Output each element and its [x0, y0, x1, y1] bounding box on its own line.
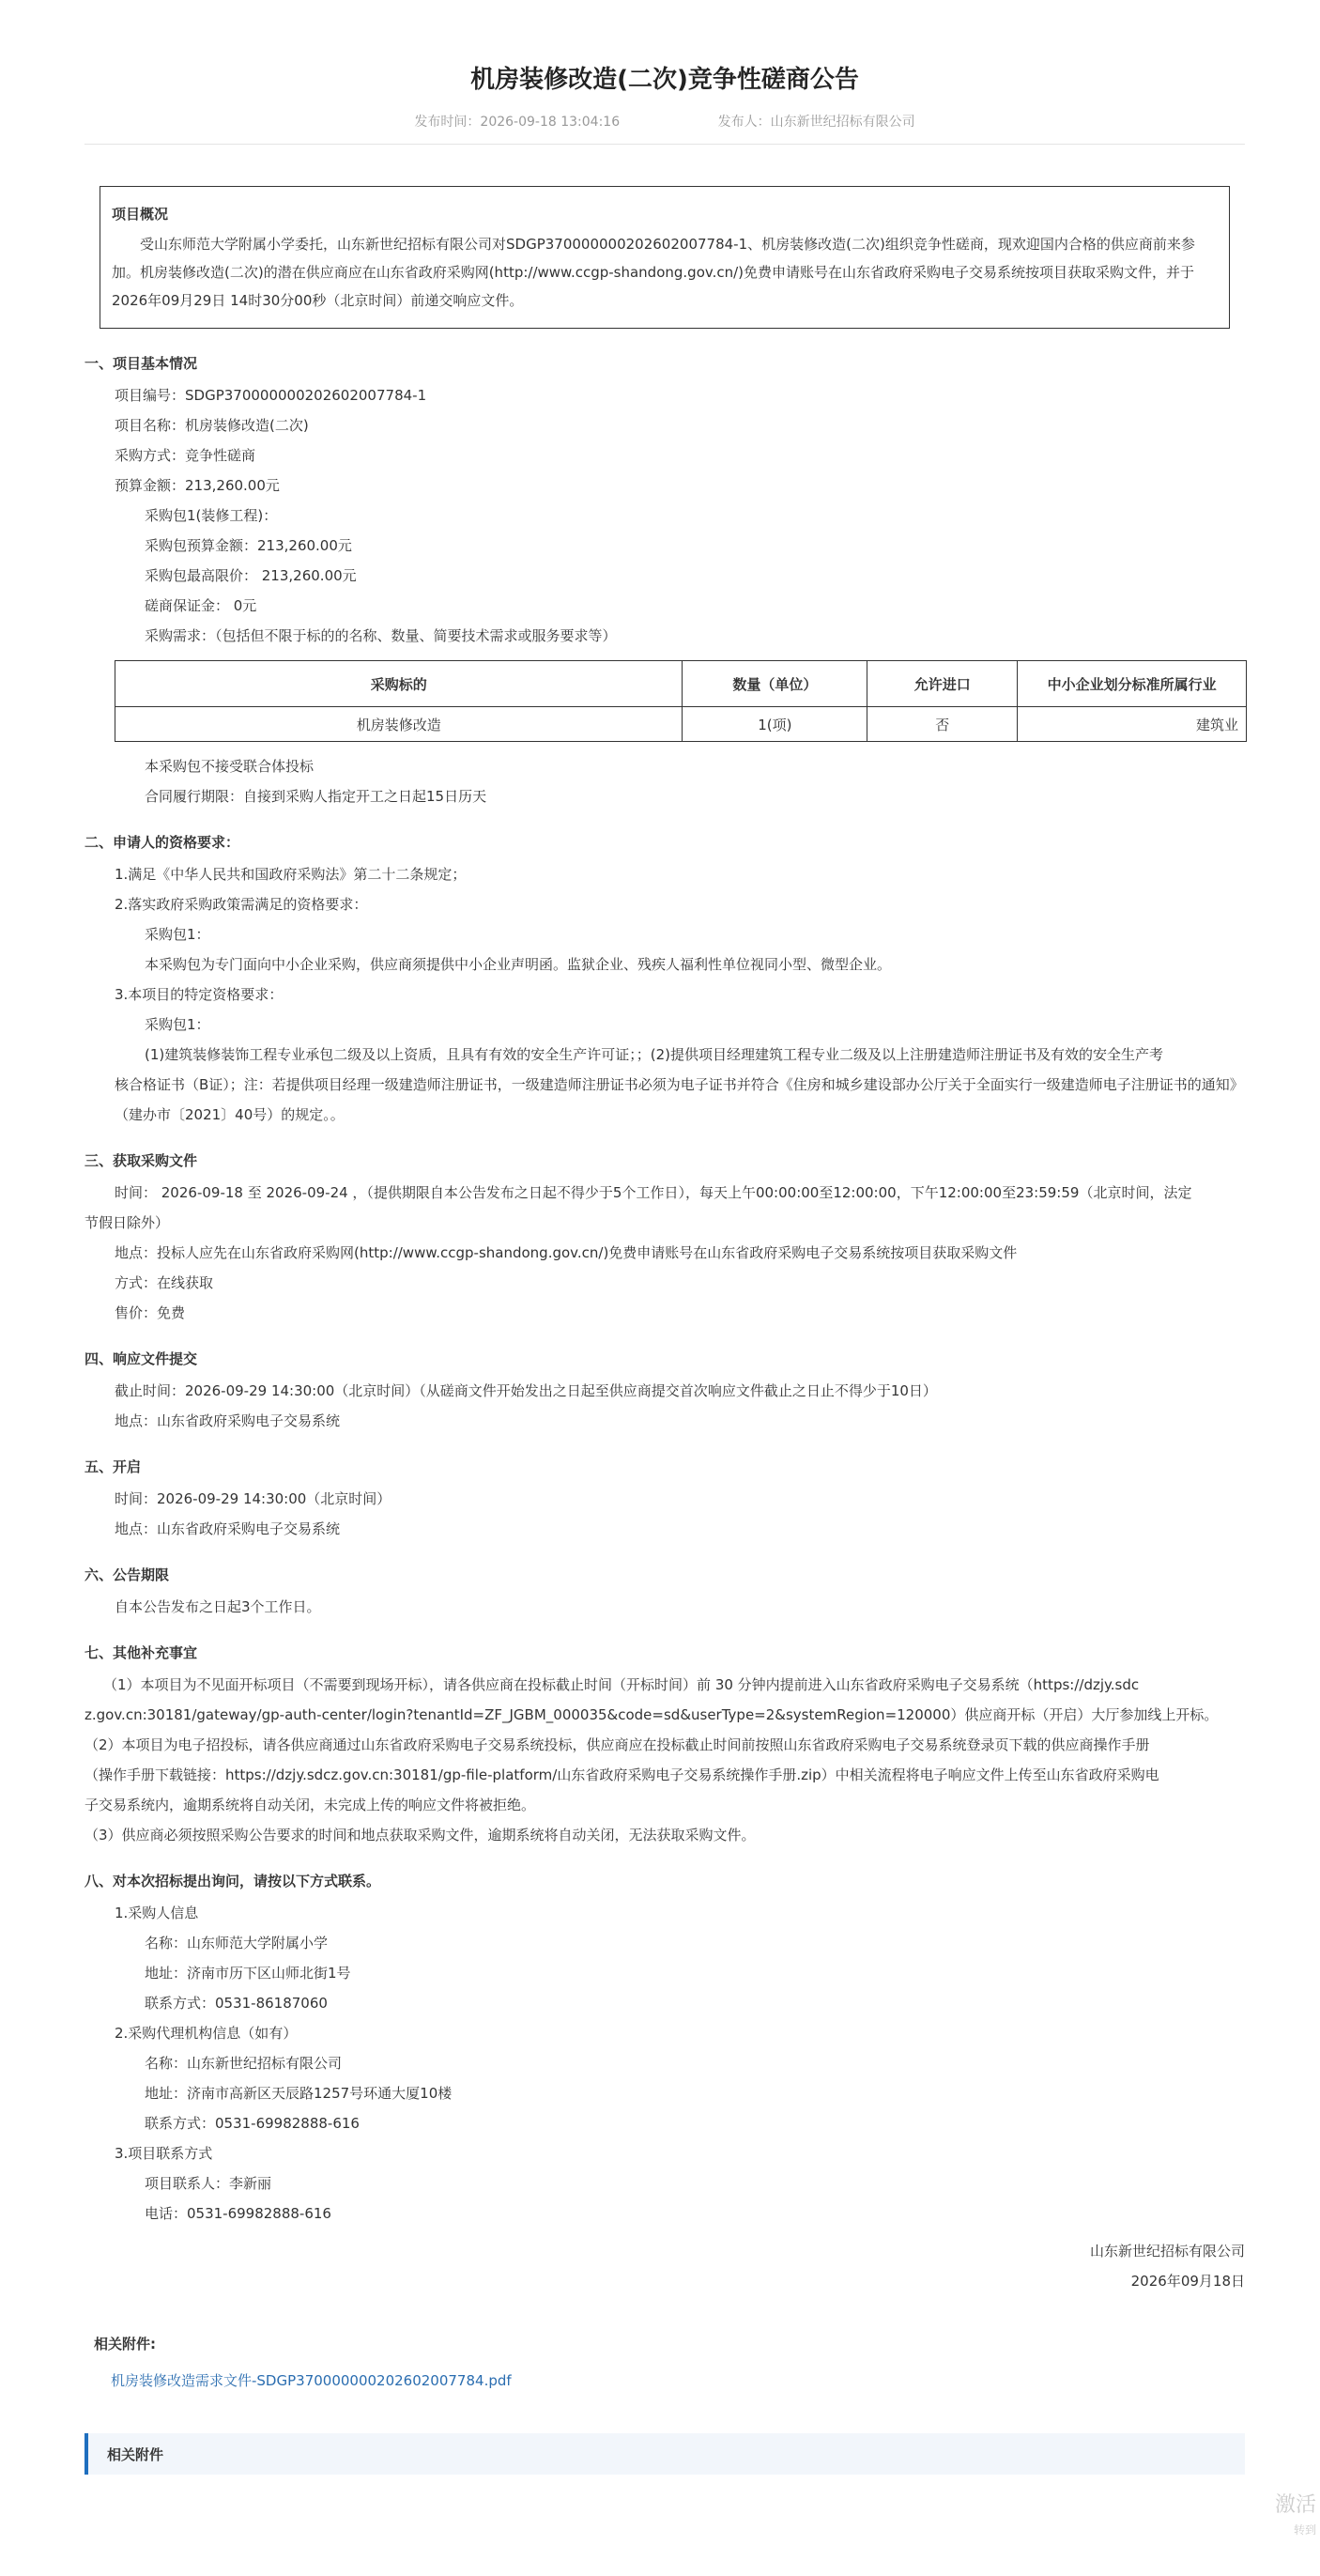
buyer-address: 地址：济南市历下区山师北街1号 [145, 1965, 351, 1982]
package-name: 采购包1(装修工程)： [145, 507, 278, 524]
qual-item-3-package: 采购包1： [145, 1016, 210, 1033]
section-basic-info-title: 一、项目基本情况 [84, 355, 198, 372]
submit-place: 地点：山东省政府采购电子交易系统 [115, 1412, 341, 1429]
attachment-link[interactable]: 机房装修改造需求文件-SDGP370000000202602007784.pdf [111, 2372, 512, 2389]
qual-item-3-text-rest: 核合格证书（B证）；注：若提供项目经理一级建造师注册证书，一级建造师注册证书必须为电子证书并符合《住房和城乡建设部办公厅关于全面实行一级建造师电子注册证书的通知》（建办市〔2021〕40号）的规定。。 [115, 1076, 1244, 1123]
table-header: 允许进口 [867, 661, 1018, 707]
table-cell: 否 [867, 707, 1018, 742]
other-item-2-mid: （操作手册下载链接：https://dzjy.sdcz.gov.cn:30181/gp-file-platform/山东省政府采购电子交易系统操作手册.zip）中相关流程将电子响应文件上传至山东省政府采购电 [84, 1766, 1159, 1783]
section-contact-title: 八、对本次招标提出询问，请按以下方式联系。 [84, 1873, 381, 1890]
qual-item-2: 2.落实政府采购政策需满足的资格要求： [115, 896, 368, 913]
overview-heading: 项目概况 [112, 206, 169, 223]
watermark-line-1: 激活 [1274, 2493, 1316, 2517]
other-item-1-rest: z.gov.cn:30181/gateway/gp-auth-center/login?tenantId=ZF_JGBM_000035&code=sd&userType=2&systemRegion=120000）供应商开标（开启）大厅参加线上开标。 [84, 1706, 1219, 1723]
signature-date: 2026年09月18日 [1130, 2273, 1245, 2290]
table-cell: 1(项) [683, 707, 867, 742]
get-docs-place: 地点：投标人应先在山东省政府采购网(http://www.ccgp-shandong.gov.cn/)免费申请账号在山东省政府采购电子交易系统按项目获取采购文件 [115, 1244, 1018, 1261]
section-qualifications-title: 二、申请人的资格要求： [84, 834, 240, 851]
attachments-label: 相关附件: [94, 2336, 156, 2352]
table-header: 采购标的 [115, 661, 683, 707]
open-time: 时间：2026-09-29 14:30:00（北京时间） [115, 1490, 391, 1507]
package-budget: 采购包预算金额：213,260.00元 [145, 537, 352, 554]
table-cell: 机房装修改造 [115, 707, 683, 742]
table-header-row [115, 661, 1247, 707]
buyer-phone: 联系方式：0531-86187060 [145, 1995, 328, 2012]
page-title: 机房装修改造(二次)竞争性磋商公告 [470, 66, 859, 94]
other-item-3: （3）供应商必须按照采购公告要求的时间和地点获取采购文件，逾期系统将自动关闭，无法获取采购文件。 [84, 1827, 756, 1843]
contract-period: 合同履行期限：自接到采购人指定开工之日起15日历天 [145, 788, 487, 805]
get-docs-time-rest: 节假日除外） [84, 1214, 170, 1231]
get-docs-price: 售价：免费 [115, 1304, 186, 1321]
signature-org: 山东新世纪招标有限公司 [1089, 2243, 1245, 2260]
qual-item-2-package: 采购包1： [145, 926, 210, 943]
other-item-2: （2）本项目为电子招投标，请各供应商通过山东省政府采购电子交易系统投标，供应商应在投标截止时间前按照山东省政府采购电子交易系统登录页下载的供应商操作手册 [84, 1736, 1150, 1753]
announcement-page [84, 0, 1245, 2475]
package-max-price: 采购包最高限价： 213,260.00元 [145, 567, 357, 584]
other-item-2-rest: 子交易系统内，逾期系统将自动关闭，未完成上传的响应文件将被拒绝。 [84, 1797, 536, 1813]
buyer-name: 名称：山东师范大学附属小学 [145, 1935, 329, 1951]
procurement-items-table [115, 660, 1247, 742]
agent-phone: 联系方式：0531-69982888-616 [145, 2115, 360, 2132]
section-period-title: 六、公告期限 [84, 1566, 170, 1583]
watermark-line-2: 转到 [1293, 2523, 1316, 2537]
get-docs-time: 时间： 2026-09-18 至 2026-09-24 ，（提供期限自本公告发布之日起不得少于5个工作日），每天上午00:00:00至12:00:00，下午12:00:00至23:59:59（北京时间，法定 [115, 1184, 1192, 1201]
section-get-docs-title: 三、获取采购文件 [84, 1152, 198, 1169]
procurement-method: 采购方式：竞争性磋商 [115, 447, 256, 464]
deposit: 磋商保证金： 0元 [145, 597, 257, 614]
divider [84, 144, 1245, 145]
table-row [115, 707, 1247, 742]
related-attachments-bar [84, 2433, 1245, 2475]
section-submit-title: 四、响应文件提交 [84, 1350, 198, 1367]
overview-text: 受山东师范大学附属小学委托，山东新世纪招标有限公司对SDGP370000000202602007784-1、机房装修改造(二次)组织竞争性磋商，现欢迎国内合格的供应商前来参加。机房装修改造(二次)的潜在供应商应在山东省政府采购网(http://www.ccgp-shandong.gov.cn/)免费申请账号在山东省政府采购电子交易系统按项目获取采购文件，并于2026年09月29日 14时30分00秒（北京时间）前递交响应文件。 [112, 236, 1195, 309]
contact-project-heading: 3.项目联系方式 [115, 2145, 213, 2162]
budget-amount: 预算金额：213,260.00元 [115, 477, 280, 494]
project-name: 项目名称：机房装修改造(二次) [115, 417, 309, 434]
related-attachments-title: 相关附件 [107, 2445, 164, 2463]
table-cell: 建筑业 [1018, 707, 1247, 742]
qual-item-3-text-first: (1)建筑装修装饰工程专业承包二级及以上资质，且具有有效的安全生产许可证；；(2)提供项目经理建筑工程专业二级及以上注册建造师注册证书及有效的安全生产考 [145, 1046, 1164, 1063]
project-number: 项目编号：SDGP370000000202602007784-1 [115, 387, 427, 404]
submit-deadline: 截止时间：2026-09-29 14:30:00（北京时间）（从磋商文件开始发出之日起至供应商提交首次响应文件截止之日止不得少于10日） [115, 1382, 937, 1399]
open-place: 地点：山东省政府采购电子交易系统 [115, 1520, 341, 1537]
contact-agent-heading: 2.采购代理机构信息（如有） [115, 2025, 298, 2042]
project-contact-person: 项目联系人：李新丽 [145, 2175, 272, 2192]
get-docs-method: 方式：在线获取 [115, 1274, 214, 1291]
project-contact-phone: 电话：0531-69982888-616 [145, 2205, 331, 2222]
period-text: 自本公告发布之日起3个工作日。 [115, 1598, 321, 1615]
qual-item-1: 1.满足《中华人民共和国政府采购法》第二十二条规定； [115, 866, 467, 883]
qual-item-2-text: 本采购包为专门面向中小企业采购，供应商须提供中小企业声明函。监狱企业、残疾人福利性单位视同小型、微型企业。 [145, 956, 892, 973]
publisher: 发布人：山东新世纪招标有限公司 [717, 115, 915, 130]
signature-block [84, 2236, 1245, 2296]
agent-name: 名称：山东新世纪招标有限公司 [145, 2055, 343, 2072]
activation-watermark [1275, 2493, 1316, 2542]
publish-meta [84, 112, 1245, 131]
project-overview-box [100, 186, 1230, 329]
section-open-title: 五、开启 [84, 1458, 142, 1475]
agent-address: 地址：济南市高新区天辰路1257号环通大厦10楼 [145, 2085, 453, 2102]
contact-buyer-heading: 1.采购人信息 [115, 1905, 199, 1921]
section-other-title: 七、其他补充事宜 [84, 1644, 198, 1661]
table-header: 中小企业划分标准所属行业 [1018, 661, 1247, 707]
other-item-1: （1）本项目为不见面开标项目（不需要到现场开标），请各供应商在投标截止时间（开标时间）前 30 分钟内提前进入山东省政府采购电子交易系统（https://dzjy.sdc [103, 1676, 1140, 1693]
requirements-label: 采购需求：（包括但不限于标的的名称、数量、简要技术需求或服务要求等） [145, 627, 617, 644]
publish-time: 发布时间：2026-09-18 13:04:16 [414, 115, 621, 130]
no-consortium-note: 本采购包不接受联合体投标 [145, 758, 315, 775]
qual-item-3: 3.本项目的特定资格要求： [115, 986, 284, 1003]
table-header: 数量（单位） [683, 661, 867, 707]
